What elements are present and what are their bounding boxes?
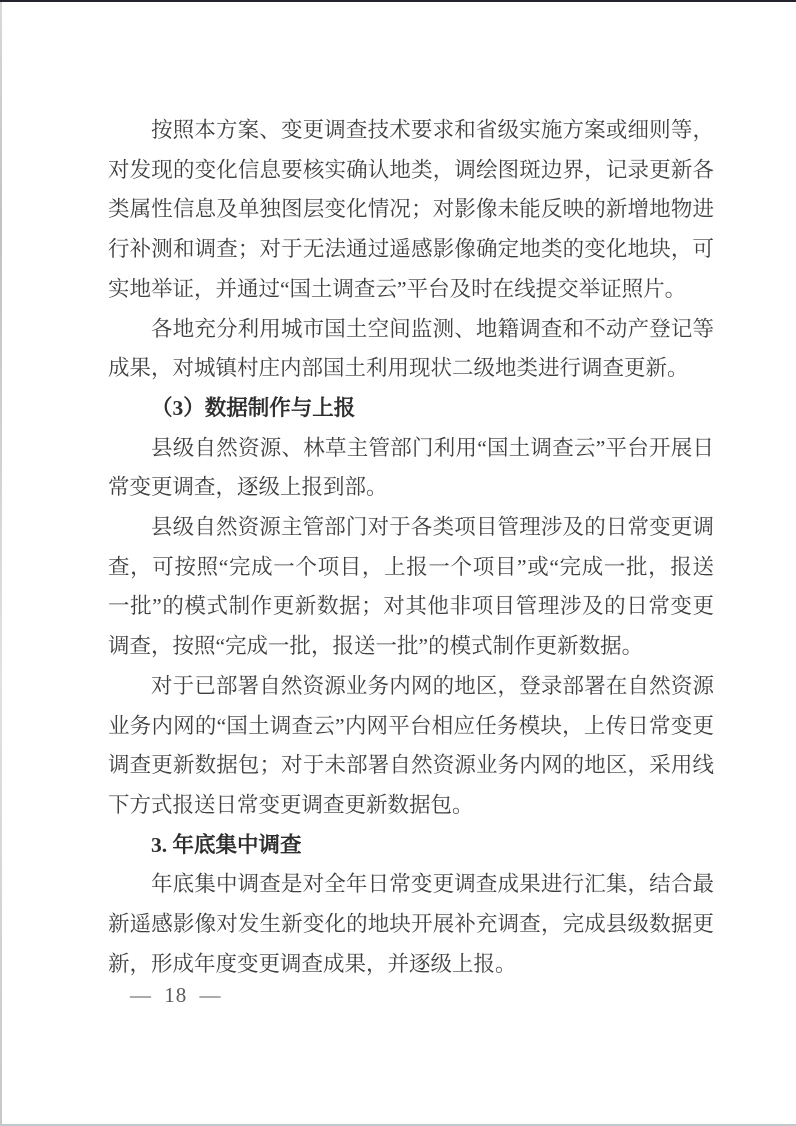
page-number-footer: — 18 — <box>130 983 222 1007</box>
paragraph-local-resources-utilization: 各地充分利用城市国土空间监测、地籍调查和不动产登记等成果，对城镇村庄内部国土利用现状二级地类进行调查更新。 <box>108 316 714 381</box>
paragraph-survey-requirements: 按照本方案、变更调查技术要求和省级实施方案或细则等，对发现的变化信息要核实确认地类，调绘图斑边界，记录更新各类属性信息及单独图层变化情况；对影像未能反映的新增地物进行补测和调查；对于无法通过遥感影像确定地类的变化地块，可实地举证，并通过“国土调查云”平台及时在线提交举证照片。 <box>108 118 714 301</box>
paragraph-county-platform-usage: 县级自然资源、林草主管部门利用“国土调查云”平台开展日常变更调查，逐级上报到部。 <box>108 435 714 500</box>
scan-artifact-left-edge <box>0 2 2 1124</box>
paragraph-intranet-data-upload: 对于已部署自然资源业务内网的地区，登录部署在自然资源业务内网的“国土调查云”内网平台相应任务模块，上传日常变更调查更新数据包；对于未部署自然资源业务内网的地区，采用线下方式报送日常变更调查更新数据包。 <box>108 673 714 817</box>
section-heading-data-production-and-reporting: （3）数据制作与上报 <box>151 395 356 420</box>
section-heading-year-end-survey: 3. 年底集中调查 <box>151 832 302 857</box>
document-text-block <box>108 111 714 984</box>
paragraph-project-data-production-modes: 县级自然资源主管部门对于各类项目管理涉及的日常变更调查，可按照“完成一个项目，上报一个项目”或“完成一批，报送一批”的模式制作更新数据；对其他非项目管理涉及的日常变更调查，按照“完成一批，报送一批”的模式制作更新数据。 <box>108 515 714 659</box>
scan-artifact-top-edge <box>0 0 796 2</box>
paragraph-year-end-survey-description: 年底集中调查是对全年日常变更调查成果进行汇集，结合最新遥感影像对发生新变化的地块开展补充调查，完成县级数据更新，形成年度变更调查成果，并逐级上报。 <box>108 872 714 976</box>
